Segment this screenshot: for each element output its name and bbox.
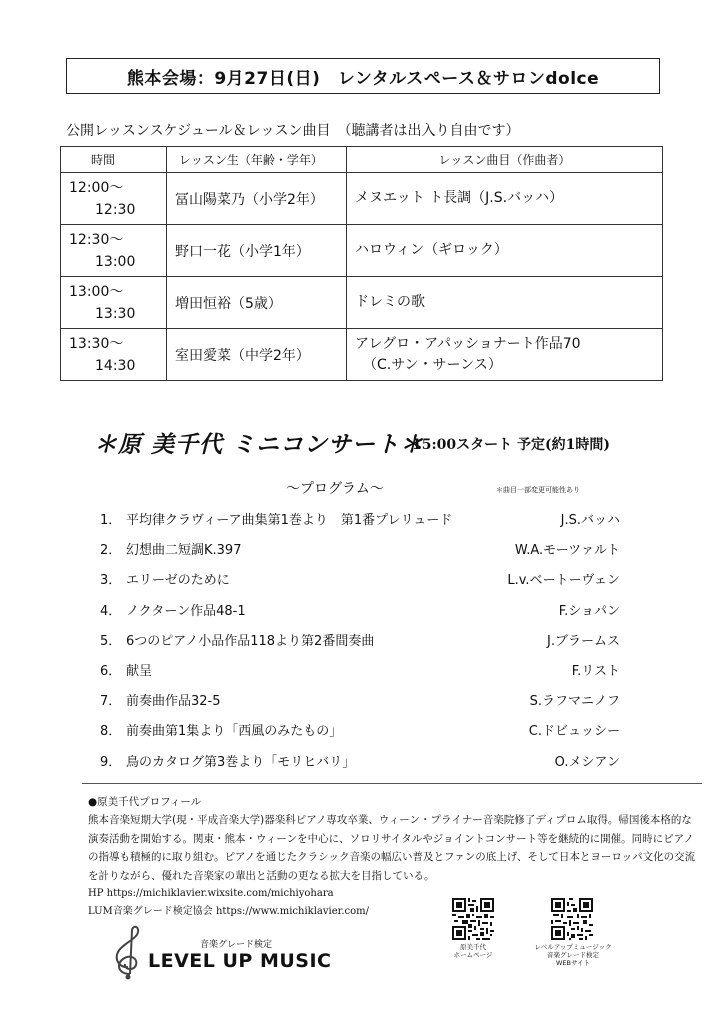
concert-title: ＊原 美千代 ミニコンサート＊ (94, 431, 425, 458)
time-start: 12:00～ (69, 179, 124, 196)
program-composer: J.ブラームス (547, 633, 620, 649)
program-composer: F.ショパン (558, 603, 620, 619)
program-piece: 前奏曲第1集より「西風のみたもの」 (126, 724, 343, 740)
program-piece: エリーゼのために (126, 573, 230, 589)
list-item (100, 657, 620, 687)
table-row (61, 173, 663, 225)
section-divider (82, 783, 702, 784)
time-cell (61, 225, 167, 277)
program-change-note: ＊曲目一部変更可能性あり (496, 486, 580, 494)
program-piece: ノクターン作品48-1 (126, 603, 246, 619)
program-composer: S.ラフマニノフ (529, 694, 620, 710)
time-end: 14:30 (95, 357, 136, 374)
time-start: 12:30～ (69, 231, 124, 248)
program-piece: 平均律クラヴィーア曲集第1巻より 第1番プレリュード (126, 513, 453, 528)
piece-line-2: （C.サン・サーンス） (363, 356, 502, 373)
qr-caption-line: WEBサイト (555, 959, 591, 967)
list-item (100, 687, 620, 717)
student-cell: 増田恒裕（5歳） (167, 277, 347, 329)
program-number: 9． (100, 754, 122, 770)
program-number: 6． (100, 663, 122, 679)
lesson-schedule-table (60, 146, 663, 381)
logo-subtitle: 音楽グレード検定 (200, 940, 273, 950)
student-cell: 室田愛菜（中学2年） (167, 329, 347, 381)
time-end: 13:00 (95, 253, 136, 270)
level-up-music-logo (108, 928, 332, 980)
program-piece: 献呈 (126, 663, 153, 679)
piece-cell (347, 329, 663, 381)
list-item (100, 506, 620, 536)
lum-association-url: LUM音楽グレード検定協会 https://www.michiklavier.com/ (88, 906, 369, 918)
venue-banner (66, 58, 660, 94)
header-student: レッスン生（年齢・学年） (167, 147, 347, 173)
time-start: 13:00～ (69, 283, 124, 300)
program-composer: O.メシアン (554, 754, 620, 770)
program-number: 4． (100, 603, 122, 619)
time-cell (61, 329, 167, 381)
piece-cell: メヌエット ト長調（J.S.バッハ） (347, 173, 663, 225)
profile-section (88, 793, 708, 922)
list-item (100, 717, 620, 747)
program-composer: L.v.ベートーヴェン (507, 573, 620, 589)
qr-caption-website (530, 943, 616, 967)
list-item (100, 566, 620, 596)
time-end: 12:30 (95, 201, 136, 218)
table-header-row (61, 147, 663, 173)
treble-clef-icon (108, 924, 148, 980)
program-composer: F.リスト (571, 663, 620, 679)
student-cell: 冨山陽菜乃（小学2年） (167, 173, 347, 225)
program-piece: 幻想曲二短調K.397 (126, 543, 242, 559)
profile-body: 熊本音楽短期大学(現・平成音楽大学)器楽科ピアノ専攻卒業、ウィーン・プライナー音楽院修了ディプロム取得。帰国後本格的な演奏活動を開始する。関東・熊本・ウィーンを中心に、ソロリサイタルやジョイントコンサート等を継続的に開催。同時にピアノの指導も積極的に取り組む。ピアノを通じたクラシック音楽の幅広い普及とファンの底上げ、そして日本とヨーロッパ文化の交流を計りながら、優れた音楽家の輩出と活動の更なる拡大を目指している。 (88, 814, 696, 882)
header-time: 時間 (61, 147, 167, 173)
program-list (100, 506, 620, 778)
piece-cell: ドレミの歌 (347, 277, 663, 329)
list-item (100, 597, 620, 627)
profile-heading: ●原美千代プロフィール (88, 796, 202, 808)
program-number: 2． (100, 543, 122, 559)
piece-cell: ハロウィン（ギロック） (347, 225, 663, 277)
qr-caption-line: レベルアップミュージック (534, 943, 612, 951)
table-row (61, 225, 663, 277)
logo-title: LEVEL UP MUSIC (148, 950, 332, 972)
program-piece: 前奏曲作品32-5 (126, 694, 221, 710)
program-title: ～プログラム～ (286, 481, 384, 497)
qr-code-icon[interactable] (551, 898, 593, 940)
concert-start-time: 15:00スタート 予定(約1時間) (412, 437, 610, 453)
student-cell: 野口一花（小学1年） (167, 225, 347, 277)
list-item (100, 536, 620, 566)
program-piece: 鳥のカタログ第3巻より「モリヒバリ」 (126, 754, 356, 770)
list-item (100, 627, 620, 657)
program-piece: 6つのピアノ小品作品118より第2番間奏曲 (126, 633, 375, 649)
qr-caption-line: 音楽グレード検定 (547, 951, 599, 959)
header-piece: レッスン曲目（作曲者） (347, 147, 663, 173)
list-item (100, 748, 620, 778)
program-composer: J.S.バッハ (560, 513, 620, 528)
time-start: 13:30～ (69, 335, 124, 352)
time-end: 13:30 (95, 305, 136, 322)
lesson-schedule-heading: 公開レッスンスケジュール＆レッスン曲目 （聴講者は出入り自由です） (66, 123, 520, 139)
time-cell (61, 173, 167, 225)
homepage-url: HP https://michiklavier.wixsite.com/michiyohara (88, 888, 334, 900)
table-row (61, 329, 663, 381)
program-composer: C.ドビュッシー (528, 724, 620, 740)
program-number: 3． (100, 573, 122, 589)
table-row (61, 277, 663, 329)
qr-caption-line: ホームページ (453, 951, 493, 959)
piece-line-1: アレグロ・アパッショナート作品70 (355, 335, 581, 352)
program-number: 8． (100, 724, 122, 740)
qr-caption-line: 原美千代 (460, 943, 486, 951)
program-number: 5． (100, 633, 122, 649)
program-number: 7． (100, 694, 122, 710)
program-number: 1． (100, 513, 122, 528)
qr-caption-homepage (448, 943, 498, 959)
program-composer: W.A.モーツァルト (514, 543, 620, 559)
time-cell (61, 277, 167, 329)
venue-text: 熊本会場：9月27日(日) レンタルスペース＆サロンdolce (126, 68, 600, 89)
qr-code-icon[interactable] (452, 898, 494, 940)
